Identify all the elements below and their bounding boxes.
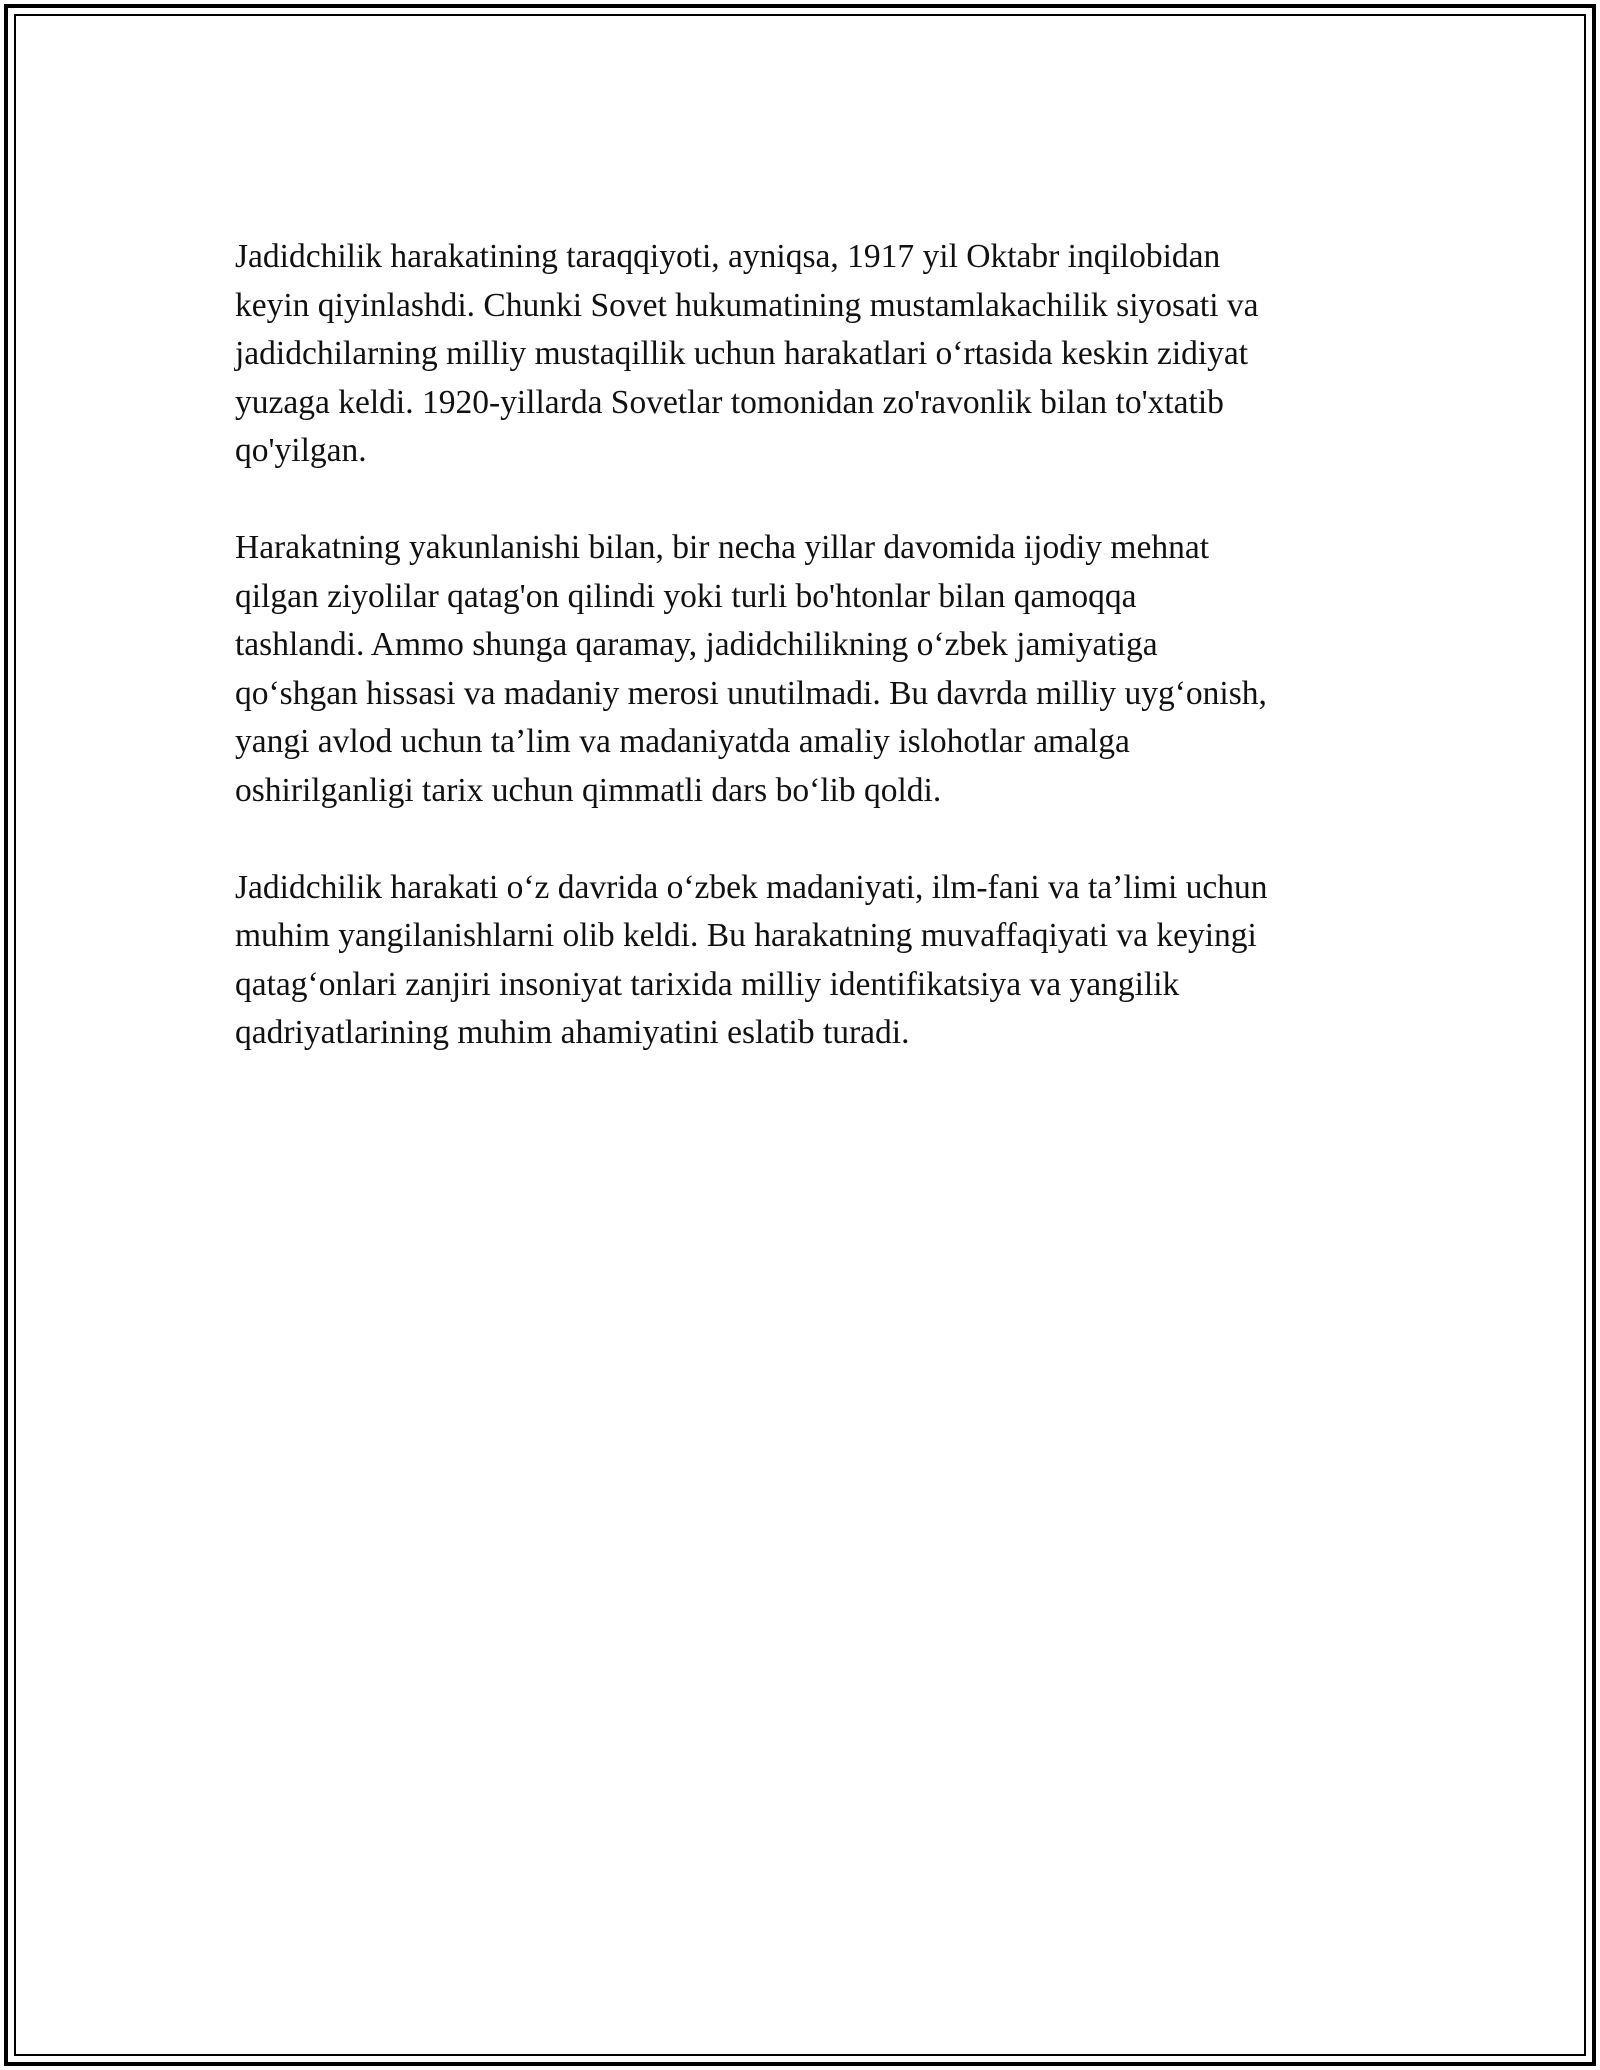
paragraph-line: qadriyatlarining muhim ahamiyatini eslatib turadi.: [235, 1014, 910, 1051]
paragraph-line: Jadidchilik harakati o‘z davrida o‘zbek madaniyati, ilm-fani va ta’limi uchun: [235, 868, 1268, 906]
paragraph-3: [235, 864, 1375, 1058]
paragraph-line: yuzaga keldi. 1920-yillarda Sovetlar tomonidan zo'ravonlik bilan to'xtatib: [235, 383, 1224, 421]
paragraph-line: qo'yilgan.: [235, 432, 367, 469]
paragraph-line: muhim yangilanishlarni olib keldi. Bu harakatning muvaffaqiyati va keyingi: [235, 917, 1257, 954]
paragraph-1: [235, 233, 1375, 476]
paragraph-line: Jadidchilik harakatining taraqqiyoti, ayniqsa, 1917 yil Oktabr inqilobidan: [235, 238, 1221, 275]
paragraph-line: keyin qiyinlashdi. Chunki Sovet hukumatining mustamlakachilik siyosati va: [235, 286, 1259, 324]
paragraph-line: yangi avlod uchun ta’lim va madaniyatda amaliy islohotlar amalga: [235, 723, 1130, 760]
paragraph-2: [235, 524, 1375, 815]
paragraph-line: jadidchilarning milliy mustaqillik uchun harakatlari o‘rtasida keskin zidiyat: [235, 335, 1249, 372]
paragraph-line: Harakatning yakunlanishi bilan, bir necha yillar davomida ijodiy mehnat: [235, 529, 1210, 566]
paragraph-line: tashlandi. Ammo shunga qaramay, jadidchilikning o‘zbek jamiyatiga: [235, 626, 1158, 663]
paragraph-line: oshirilganligi tarix uchun qimmatli dars bo‘lib qoldi.: [235, 771, 942, 809]
paragraph-line: qilgan ziyolilar qatag'on qilindi yoki turli bo'htonlar bilan qamoqqa: [235, 577, 1137, 615]
paragraph-line: qo‘shgan hissasi va madaniy merosi unutilmadi. Bu davrda milliy uyg‘onish,: [235, 674, 1267, 712]
document-body: [235, 233, 1375, 1106]
paragraph-line: qatag‘onlari zanjiri insoniyat tarixida milliy identifikatsiya va yangilik: [235, 965, 1180, 1003]
